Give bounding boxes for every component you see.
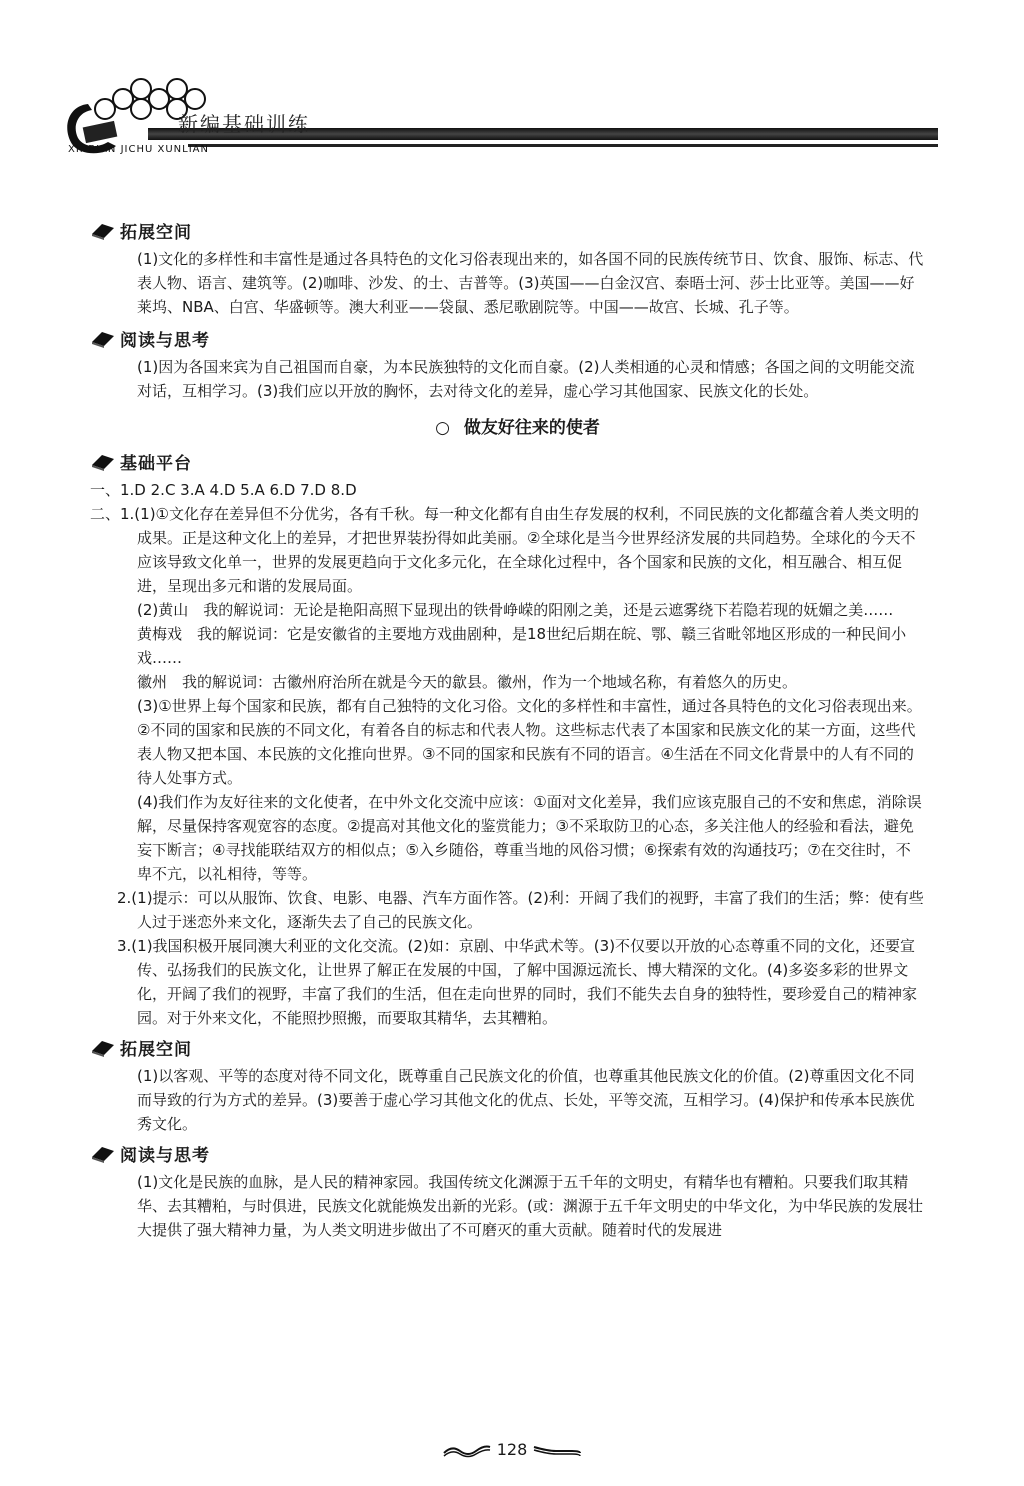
header-pinyin: XINBIAN JICHU XUNLIAN: [68, 144, 209, 155]
header-title: 新编基础训练: [178, 112, 310, 136]
page-header: [58, 88, 938, 158]
book-icon: [90, 220, 116, 240]
paragraph: (1)因为各国来宾为自己祖国而自豪，为本民族独特的文化而自豪。(2)人类相通的心灵和情感；各国之间的文明能交流对话，互相学习。(3)我们应以开放的胸怀，去对待文化的差异，虚心学习其他国家、民族文化的长处。: [137, 358, 915, 400]
wave-left-icon: [442, 1444, 492, 1458]
chapter-title: [110, 413, 925, 438]
section-heading: [90, 323, 925, 353]
paragraph: (3)①世界上每个国家和民族，都有自己独特的文化习俗。文化的多样性和丰富性，通过各具特色的文化习俗表现出来。②不同的国家和民族的不同文化，有着各自的标志和代表人物。这些标志代表了本国家和民族文化的某一方面，这些代表人物又把本国、本民族的文化推向世界。③不同的国家和民族有不同的语言。④生活在不同文化背景中的人有不同的待人处事方式。: [137, 697, 922, 787]
book-icon: [90, 1143, 116, 1163]
book-icon: [90, 451, 116, 471]
paragraph: (2)黄山 我的解说词：无论是艳阳高照下显现出的铁骨峥嵘的阳刚之美，还是云遮雾绕下若隐若现的妩媚之美……: [137, 601, 894, 619]
paragraph: (1)文化是民族的血脉，是人民的精神家园。我国传统文化渊源于五千年的文明史，有精华也有糟粕。只要我们取其精华、去其糟粕，与时俱进，民族文化就能焕发出新的光彩。(或：渊源于五千年文明史的中华文化，为中华民族的发展壮大提供了强大精神力量，为人类文明进步做出了不可磨灭的重大贡献。随着时代的发展进: [137, 1173, 923, 1239]
paragraph: (4)我们作为友好往来的文化使者，在中外文化交流中应该：①面对文化差异，我们应该克服自己的不安和焦虑，消除误解，尽量保持客观宽容的态度。②提高对其他文化的鉴赏能力；③不采取防卫的心态，多关注他人的经验和看法，避免妄下断言；④寻找能联结双方的相似点；⑤入乡随俗，尊重当地的风俗习惯；⑥探索有效的沟通技巧；⑦在交往时，不卑不亢，以礼相待，等等。: [137, 793, 922, 883]
paragraph: 黄梅戏 我的解说词：它是安徽省的主要地方戏曲剧种，是18世纪后期在皖、鄂、赣三省毗邻地区形成的一种民间小戏……: [137, 625, 907, 667]
book-icon: [90, 328, 116, 348]
paragraph: (1)文化的多样性和丰富性是通过各具特色的文化习俗表现出来的，如各国不同的民族传统节日、饮食、服饰、标志、代表人物、语言、建筑等。(2)咖啡、沙发、的士、吉普等。(3)英国——白金汉宫、泰晤士河、莎士比亚等。美国——好莱坞、NBA、白宫、华盛顿等。澳大利亚——袋鼠、悉尼歌剧院等。中国——故宫、长城、孔子等。: [137, 250, 924, 316]
section-title: 拓展空间: [120, 1039, 192, 1060]
section-title: 阅读与思考: [120, 1145, 210, 1166]
chapter-title-text: 做友好往来的使者: [463, 418, 600, 438]
paragraph: (1)以客观、平等的态度对待不同文化，既尊重自己民族文化的价值，也尊重其他民族文化的价值。(2)尊重因文化不同而导致的行为方式的差异。(3)要善于虚心学习其他文化的优点、长处，平等交流，互相学习。(4)保护和传承本民族优秀文化。: [137, 1067, 915, 1133]
section-title: 基础平台: [120, 453, 192, 474]
wave-right-icon: [532, 1444, 582, 1458]
section-heading: [90, 446, 925, 476]
section-title: 阅读与思考: [120, 330, 210, 351]
section-heading: [90, 1138, 925, 1168]
header-underline: [188, 144, 938, 147]
paragraph: 二、1.(1)①文化存在差异但不分优劣，各有千秋。每一种文化都有自由生存发展的权利，不同民族的文化都蕴含着人类文明的成果。正是这种文化上的差异，才把世界装扮得如此美丽。②全球化是当今世界经济发展的共同趋势。全球化的今天不应该导致文化单一，世界的发展更趋向于文化多元化，在全球化过程中，各个国家和民族的文化，相互融合、相互促进，呈现出多元和谐的发展局面。: [90, 505, 920, 595]
chapter-marker: ○: [435, 418, 450, 438]
section-title: 拓展空间: [120, 222, 192, 243]
section-heading: [90, 215, 925, 245]
page-content: [90, 215, 925, 1242]
paragraph: 徽州 我的解说词：古徽州府治所在就是今天的歙县。徽州，作为一个地域名称，有着悠久的历史。: [137, 673, 798, 691]
paragraph: 2.(1)提示：可以从服饰、饮食、电影、电器、汽车方面作答。(2)利：开阔了我们的视野，丰富了我们的生活；弊：使有些人过于迷恋外来文化，逐渐失去了自己的民族文化。: [117, 889, 924, 931]
section-heading: [90, 1032, 925, 1062]
page-number: [0, 1440, 1024, 1459]
answer-line: 一、1.D 2.C 3.A 4.D 5.A 6.D 7.D 8.D: [90, 481, 357, 499]
paragraph: 3.(1)我国积极开展同澳大利亚的文化交流。(2)如：京剧、中华武术等。(3)不仅要以开放的心态尊重不同的文化，还要宣传、弘扬我们的民族文化，让世界了解正在发展的中国，了解中国源远流长、博大精深的文化。(4)多姿多彩的世界文化，开阔了我们的视野，丰富了我们的生活，但在走向世界的同时，我们不能失去自身的独特性，要珍爱自己的精神家园。对于外来文化，不能照抄照搬，而要取其精华，去其糟粕。: [117, 937, 918, 1027]
page-number-text: 128: [496, 1440, 528, 1459]
book-icon: [90, 1037, 116, 1057]
